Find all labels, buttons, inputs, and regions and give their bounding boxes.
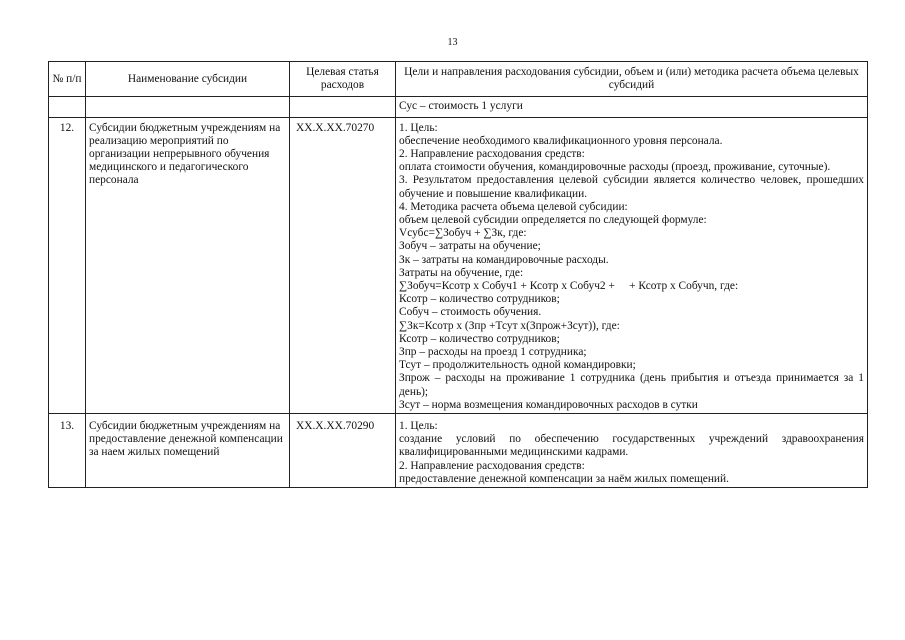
target-article-code: XX.X.XX.70270 bbox=[290, 117, 396, 413]
goal-line: Зпр – расходы на проезд 1 сотрудника; bbox=[399, 346, 587, 359]
goal-line: Затраты на обучение, где: bbox=[399, 266, 524, 279]
header-code: Целевая статья расходов bbox=[290, 62, 396, 97]
cell-empty bbox=[86, 97, 290, 117]
goal-line: 2. Направление расходования средств: bbox=[399, 148, 585, 161]
goal-line: Зобуч – затраты на обучение; bbox=[399, 240, 541, 253]
goal-line: Зсут – норма возмещения командировочных расходов в сутки bbox=[399, 398, 698, 411]
subsidies-table bbox=[48, 61, 868, 488]
goal-line: 2. Направление расходования средств: bbox=[399, 459, 585, 472]
formula-line: ∑Зобуч=Ксотр х Собуч1 + Ксотр х Собуч2 + + Ксотр х Собучn, где: bbox=[399, 280, 739, 293]
table-row bbox=[49, 414, 868, 488]
row-num: 13. bbox=[49, 414, 86, 488]
row-num: 12. bbox=[49, 117, 86, 413]
goal-line: Ксотр – количество сотрудников; bbox=[399, 293, 560, 306]
goal-line: объем целевой субсидии определяется по следующей формуле: bbox=[399, 214, 707, 227]
goal-line: Тсут – продолжительность одной командировки; bbox=[399, 359, 636, 372]
cell-empty bbox=[290, 97, 396, 117]
subsidy-name: Субсидии бюджетным учреждениям на предоставление денежной компенсации за наем жилых помещений bbox=[86, 414, 290, 488]
table-header-row bbox=[49, 62, 868, 97]
goal-line: 1. Цель: bbox=[399, 420, 438, 433]
goal-line: создание условий по обеспечению государственных учреждений здравоохранения квалифицированными медицинскими кадрами. bbox=[399, 433, 864, 459]
goal-line: 1. Цель: bbox=[399, 121, 438, 134]
target-article-code: XX.X.XX.70290 bbox=[290, 414, 396, 488]
formula-line: ∑Зк=Ксотр х (Зпр +Тсут х(Зпрож+Зсут)), где: bbox=[399, 319, 620, 332]
goal-line: предоставление денежной компенсации за наём жилых помещений. bbox=[399, 472, 729, 485]
cell-empty bbox=[49, 97, 86, 117]
goal-line: Зпрож – расходы на проживание 1 сотрудника (день прибытия и отъезда принимается за 1 день); bbox=[399, 372, 864, 398]
goal-line: обеспечение необходимого квалификационного уровня персонала. bbox=[399, 134, 723, 147]
goal-line: Ксотр – количество сотрудников; bbox=[399, 332, 560, 345]
table-row bbox=[49, 117, 868, 413]
header-num: № п/п bbox=[49, 62, 86, 97]
continuation-text: Сус – стоимость 1 услуги bbox=[396, 97, 868, 117]
goal-line: оплата стоимости обучения, командировочные расходы (проезд, проживание, суточные). bbox=[399, 161, 831, 174]
header-name: Наименование субсидии bbox=[86, 62, 290, 97]
goal-line: Собуч – стоимость обучения. bbox=[399, 306, 542, 319]
continuation-row bbox=[49, 97, 868, 117]
goal-line: Зк – затраты на командировочные расходы. bbox=[399, 253, 609, 266]
formula-line: Vсубс=∑Зобуч + ∑Зк, где: bbox=[399, 227, 527, 240]
goals-cell bbox=[396, 117, 868, 413]
header-goals: Цели и направления расходования субсидии, объем и (или) методика расчета объема целевых субсидий bbox=[396, 62, 868, 97]
goal-line: 4. Методика расчета объема целевой субсидии: bbox=[399, 200, 628, 213]
page-number: 13 bbox=[447, 37, 458, 48]
goals-cell bbox=[396, 414, 868, 488]
subsidy-name: Субсидии бюджетным учреждениям на реализацию мероприятий по организации непрерывного обучения медицинского и педагогического персонала bbox=[86, 117, 290, 413]
goal-line: 3. Результатом предоставления целевой субсидии является количество человек, прошедших обучение и повышение квалификации. bbox=[399, 174, 864, 200]
